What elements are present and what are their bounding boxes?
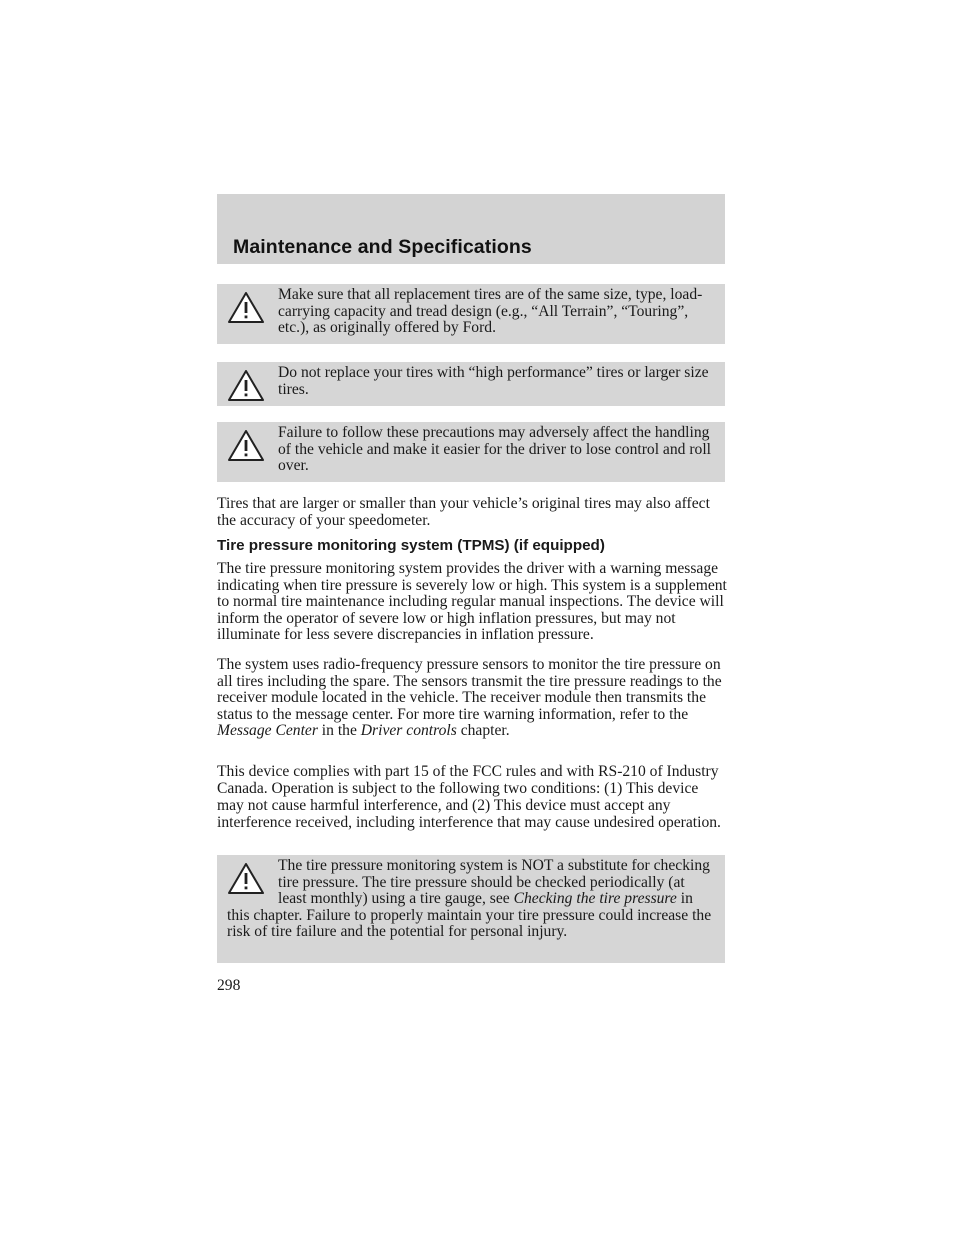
- warning-triangle-icon: [227, 369, 265, 402]
- warning-text-part: in this chapter. Failure to properly maintain your tire pressure could increase the risk of tire failure and the potential for personal injury.: [227, 890, 712, 940]
- message-center-reference: Message Center: [217, 722, 318, 739]
- warning-text: Do not replace your tires with “high performance” tires or larger size tires.: [278, 364, 709, 398]
- body-paragraph: [217, 657, 727, 740]
- driver-controls-reference: Driver controls: [360, 722, 457, 739]
- body-paragraph: This device complies with part 15 of the FCC rules and with RS-210 of Industry Canada. Operation is subject to the following two conditions: (1) This device may not cause harmful interference, and (2) This device must accept any interference received, including interference that may cause undesired operation.: [217, 763, 721, 831]
- warning-text: Make sure that all replacement tires are of the same size, type, load-carrying capacity and tread design (e.g., “All Terrain”, “Touring”, etc.), as originally offered by Ford.: [278, 286, 703, 336]
- paragraph-text: chapter.: [456, 722, 510, 739]
- section-title: Maintenance and Specifications: [233, 236, 532, 258]
- warning-box: [217, 422, 725, 482]
- warning-box: [217, 362, 725, 406]
- warning-text-part: The tire pressure monitoring system is NOT a substitute for checking tire pressure. The tire pressure should be checked periodically (at least monthly) using a tire gauge, see: [278, 857, 710, 907]
- warning-box: [217, 855, 725, 963]
- paragraph-text: in the: [317, 722, 361, 739]
- warning-text: Failure to follow these precautions may adversely affect the handling of the vehicle and make it easier for the driver to lose control and roll over.: [278, 424, 712, 474]
- subheading: Tire pressure monitoring system (TPMS) (if equipped): [217, 537, 605, 554]
- warning-text: [227, 858, 715, 941]
- paragraph-text: The system uses radio-frequency pressure sensors to monitor the tire pressure on all tires including the spare. The sensors transmit the tire pressure readings to the receiver module located in the vehicle. The receiver module then transmits the status to the message center. For more tire warning information, refer to the: [217, 656, 722, 723]
- warning-triangle-icon: [227, 291, 265, 324]
- checking-tire-pressure-reference: Checking the tire pressure: [513, 890, 677, 907]
- warning-triangle-icon: [227, 862, 265, 895]
- body-paragraph: The tire pressure monitoring system provides the driver with a warning message indicating when tire pressure is severely low or high. This system is a supplement to normal tire maintenance including regular manual inspections. The device will inform the operator of severe low or high inflation pressures, but may not illuminate for less severe discrepancies in inflation pressure.: [217, 560, 727, 643]
- page-number: 298: [217, 977, 241, 994]
- warning-box: [217, 284, 725, 344]
- warning-triangle-icon: [227, 429, 265, 462]
- body-paragraph: Tires that are larger or smaller than your vehicle’s original tires may also affect the accuracy of your speedometer.: [217, 495, 710, 529]
